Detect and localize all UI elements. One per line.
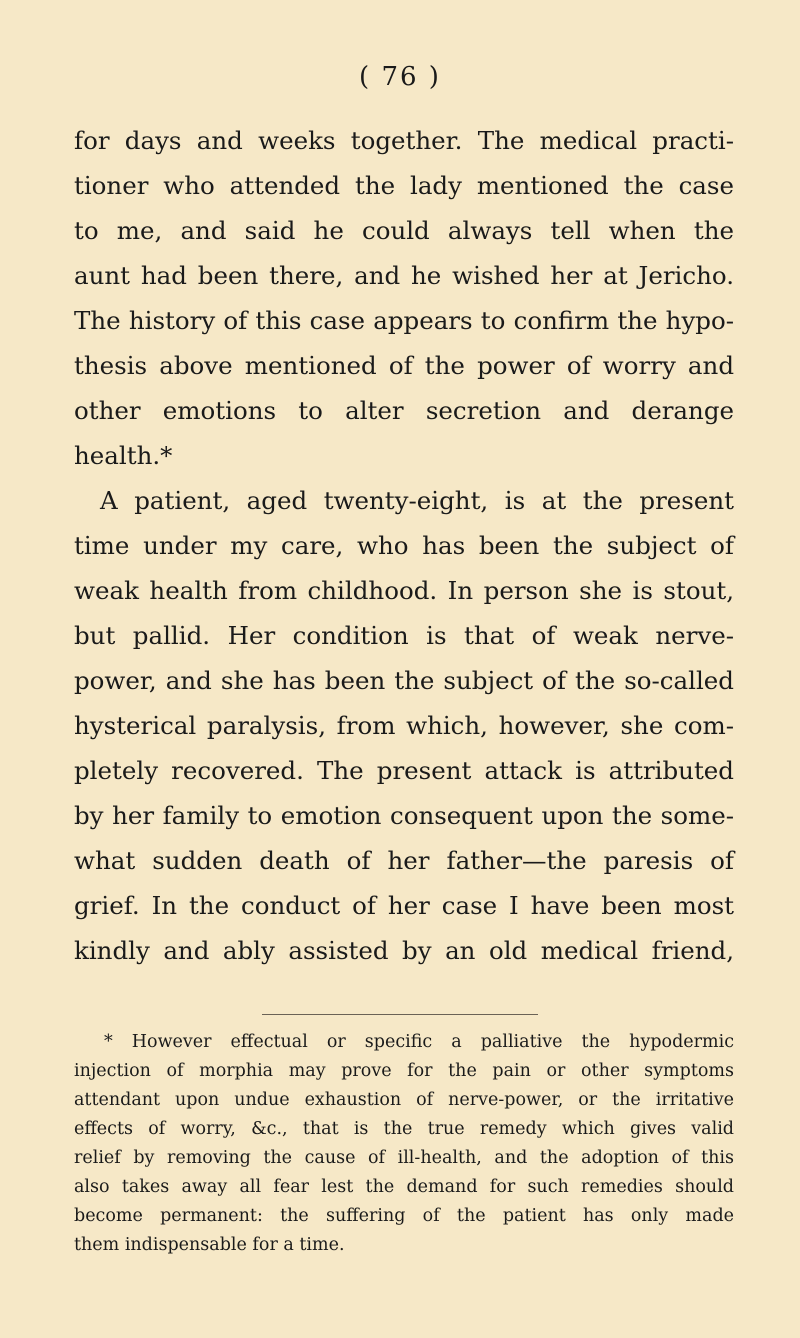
body-line: pletely recovered. The present attack is attributed (74, 756, 734, 785)
body-line: for days and weeks together. The medical practi- (74, 126, 734, 155)
body-line: health.* (74, 441, 173, 470)
footnote-line: attendant upon undue exhaustion of nerve-power, or the irritative (74, 1090, 734, 1110)
footnote-line: effects of worry, &c., that is the true remedy which gives valid (74, 1119, 734, 1139)
body-line: thesis above mentioned of the power of worry and (74, 351, 734, 380)
body-line: power, and she has been the subject of the so-called (74, 666, 734, 695)
body-line: The history of this case appears to confirm the hypo- (74, 306, 734, 335)
footnote-line: them indispensable for a time. (74, 1235, 345, 1255)
footnote-line: also takes away all fear lest the demand for such remedies should (74, 1177, 734, 1197)
footnote-line: * However effectual or specific a palliative the hypodermic (104, 1032, 734, 1052)
body-line: hysterical paralysis, from which, however, she com- (74, 711, 734, 740)
body-line: aunt had been there, and he wished her at Jericho. (74, 261, 734, 290)
body-line: to me, and said he could always tell when the (74, 216, 734, 245)
body-line: other emotions to alter secretion and derange (74, 396, 734, 425)
footnote (74, 1028, 734, 1260)
body-text (74, 118, 734, 973)
body-line: but pallid. Her condition is that of weak nerve- (74, 621, 734, 650)
body-line: tioner who attended the lady mentioned the case (74, 171, 734, 200)
footnote-divider (262, 1014, 538, 1015)
body-line: what sudden death of her father—the paresis of (74, 846, 734, 875)
footnote-line: relief by removing the cause of ill-health, and the adoption of this (74, 1148, 734, 1168)
body-line: kindly and ably assisted by an old medical friend, (74, 936, 734, 965)
body-line: by her family to emotion consequent upon the some- (74, 801, 734, 830)
body-line: time under my care, who has been the subject of (74, 531, 734, 560)
body-line: grief. In the conduct of her case I have been most (74, 891, 734, 920)
page-number: ( 76 ) (359, 62, 441, 92)
footnote-line: injection of morphia may prove for the pain or other symptoms (74, 1061, 734, 1081)
body-line: weak health from childhood. In person she is stout, (74, 576, 734, 605)
footnote-line: become permanent: the suffering of the patient has only made (74, 1206, 734, 1226)
body-line: A patient, aged twenty-eight, is at the present (100, 486, 734, 515)
